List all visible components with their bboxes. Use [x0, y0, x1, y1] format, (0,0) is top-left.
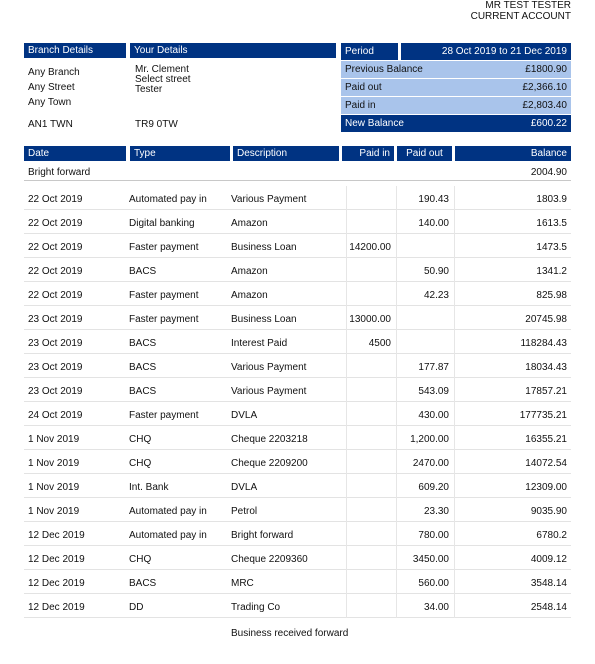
- cell-paid-out: 1,200.00: [410, 434, 449, 445]
- cell-date: 23 Oct 2019: [28, 362, 83, 373]
- cell-type: DD: [129, 602, 144, 613]
- column-divider: [396, 522, 397, 546]
- cell-description: Various Payment: [231, 386, 307, 397]
- customer-line: Tester: [135, 84, 163, 95]
- column-divider: [454, 402, 455, 426]
- cell-description: Amazon: [231, 218, 268, 229]
- cell-date: 1 Nov 2019: [28, 506, 80, 517]
- cell-paid-out: 543.09: [418, 386, 449, 397]
- column-divider: [396, 450, 397, 474]
- cell-type: BACS: [129, 338, 157, 349]
- cell-date: 23 Oct 2019: [28, 338, 83, 349]
- branch-line: Any Branch: [28, 67, 80, 78]
- transactions-list: [24, 186, 571, 618]
- cell-type: Faster payment: [129, 242, 199, 253]
- customer-line: Select street: [135, 74, 191, 85]
- brought-forward-label: Bright forward: [28, 167, 91, 178]
- cell-date: 12 Dec 2019: [28, 602, 85, 613]
- column-divider: [346, 210, 347, 234]
- cell-paid-out: 560.00: [418, 578, 449, 589]
- column-divider: [396, 282, 397, 306]
- cell-paid-out: 140.00: [418, 218, 449, 229]
- column-divider: [346, 330, 347, 354]
- column-divider: [346, 378, 347, 402]
- column-divider: [396, 594, 397, 618]
- cell-paid-out: 23.30: [423, 506, 449, 517]
- cell-balance: 1803.9: [536, 194, 567, 205]
- cell-description: Business Loan: [231, 242, 297, 253]
- cell-paid-out: 2470.00: [412, 458, 449, 469]
- summary-row-new-balance: [341, 115, 571, 132]
- column-divider: [396, 210, 397, 234]
- cell-date: 1 Nov 2019: [28, 482, 80, 493]
- column-divider: [346, 498, 347, 522]
- table-row: [24, 570, 571, 594]
- cell-balance: 825.98: [536, 290, 567, 301]
- cell-date: 1 Nov 2019: [28, 434, 80, 445]
- column-divider: [396, 426, 397, 450]
- column-divider: [396, 354, 397, 378]
- column-divider: [454, 378, 455, 402]
- cell-date: 22 Oct 2019: [28, 218, 83, 229]
- table-row: [24, 426, 571, 450]
- table-row: [24, 306, 571, 330]
- summary-label: Paid in: [345, 100, 376, 111]
- column-divider: [454, 498, 455, 522]
- cell-type: CHQ: [129, 434, 152, 445]
- col-header-type: Type: [130, 146, 230, 161]
- customer-line: Mr. Clement: [135, 64, 189, 75]
- cell-type: Faster payment: [129, 410, 199, 421]
- branch-postcode: AN1 TWN: [28, 119, 73, 130]
- column-divider: [396, 474, 397, 498]
- cell-balance: 9035.90: [530, 506, 567, 517]
- cell-balance: 177735.21: [519, 410, 567, 421]
- table-row: [24, 522, 571, 546]
- column-divider: [396, 378, 397, 402]
- cell-balance: 12309.00: [525, 482, 567, 493]
- column-divider: [454, 210, 455, 234]
- column-divider: [454, 306, 455, 330]
- summary-row-paid-out: [341, 79, 571, 96]
- table-row: [24, 330, 571, 354]
- column-divider: [346, 522, 347, 546]
- branch-details-header: Branch Details: [24, 43, 126, 58]
- column-divider: [454, 258, 455, 282]
- cell-balance: 14072.54: [525, 458, 567, 469]
- cell-paid-in: 14200.00: [349, 242, 391, 253]
- column-divider: [454, 522, 455, 546]
- cell-type: BACS: [129, 386, 157, 397]
- col-header-balance: Balance: [455, 146, 571, 161]
- summary-value: £2,366.10: [522, 82, 567, 93]
- cell-description: Interest Paid: [231, 338, 288, 349]
- cell-date: 1 Nov 2019: [28, 458, 80, 469]
- column-divider: [346, 546, 347, 570]
- cell-description: Cheque 2209200: [231, 458, 308, 469]
- cell-description: DVLA: [231, 482, 258, 493]
- column-divider: [454, 186, 455, 210]
- column-divider: [346, 594, 347, 618]
- cell-paid-out: 430.00: [418, 410, 449, 421]
- column-divider: [454, 282, 455, 306]
- column-divider: [346, 186, 347, 210]
- summary-row-paid-in: [341, 97, 571, 114]
- column-divider: [454, 234, 455, 258]
- table-row: [24, 378, 571, 402]
- table-row: [24, 594, 571, 618]
- column-divider: [346, 306, 347, 330]
- branch-line: Any Town: [28, 97, 72, 108]
- cell-date: 22 Oct 2019: [28, 266, 83, 277]
- column-divider: [346, 570, 347, 594]
- summary-value: £1800.90: [525, 64, 567, 75]
- table-row: [24, 282, 571, 306]
- column-divider: [454, 330, 455, 354]
- cell-type: Faster payment: [129, 290, 199, 301]
- column-divider: [454, 594, 455, 618]
- cell-balance: 17857.21: [525, 386, 567, 397]
- footer-carried-forward: Business received forward: [231, 628, 349, 639]
- cell-description: Amazon: [231, 290, 268, 301]
- cell-type: Automated pay in: [129, 194, 207, 205]
- account-type: CURRENT ACCOUNT: [470, 11, 571, 22]
- cell-description: Trading Co: [231, 602, 281, 613]
- period-label: Period: [341, 43, 398, 60]
- column-divider: [396, 234, 397, 258]
- new-balance-label: New Balance: [345, 118, 404, 129]
- column-divider: [346, 402, 347, 426]
- cell-type: BACS: [129, 266, 157, 277]
- table-row: [24, 354, 571, 378]
- cell-type: CHQ: [129, 458, 152, 469]
- col-header-description: Description: [233, 146, 339, 161]
- column-divider: [396, 570, 397, 594]
- column-divider: [454, 474, 455, 498]
- cell-balance: 20745.98: [525, 314, 567, 325]
- cell-paid-in: 4500: [368, 338, 391, 349]
- your-details-header: Your Details: [130, 43, 336, 58]
- cell-paid-out: 3450.00: [412, 554, 449, 565]
- column-divider: [396, 330, 397, 354]
- summary-value: £2,803.40: [522, 100, 567, 111]
- column-divider: [396, 546, 397, 570]
- cell-description: MRC: [231, 578, 254, 589]
- account-holder-name: MR TEST TESTER: [485, 0, 571, 11]
- cell-type: CHQ: [129, 554, 152, 565]
- column-divider: [454, 570, 455, 594]
- cell-date: 22 Oct 2019: [28, 290, 83, 301]
- col-header-paid-out: Paid out: [397, 146, 452, 161]
- new-balance-value: £600.22: [530, 118, 567, 129]
- column-divider: [454, 426, 455, 450]
- column-divider: [396, 258, 397, 282]
- cell-description: DVLA: [231, 410, 258, 421]
- cell-paid-in: 13000.00: [349, 314, 391, 325]
- summary-label: Paid out: [345, 82, 382, 93]
- cell-type: BACS: [129, 578, 157, 589]
- table-row: [24, 402, 571, 426]
- column-divider: [454, 546, 455, 570]
- cell-date: 23 Oct 2019: [28, 314, 83, 325]
- column-divider: [454, 450, 455, 474]
- cell-description: Bright forward: [231, 530, 294, 541]
- cell-balance: 2548.14: [530, 602, 567, 613]
- cell-balance: 16355.21: [525, 434, 567, 445]
- cell-date: 22 Oct 2019: [28, 242, 83, 253]
- brought-forward-row: [24, 163, 571, 181]
- cell-paid-out: 34.00: [423, 602, 449, 613]
- cell-paid-out: 780.00: [418, 530, 449, 541]
- branch-line: Any Street: [28, 82, 75, 93]
- col-header-paid-in: Paid in: [342, 146, 394, 161]
- cell-date: 12 Dec 2019: [28, 554, 85, 565]
- column-divider: [346, 450, 347, 474]
- cell-type: BACS: [129, 362, 157, 373]
- cell-balance: 1613.5: [536, 218, 567, 229]
- cell-type: Int. Bank: [129, 482, 169, 493]
- cell-description: Various Payment: [231, 362, 307, 373]
- cell-type: Faster payment: [129, 314, 199, 325]
- cell-balance: 1341.2: [536, 266, 567, 277]
- cell-description: Cheque 2203218: [231, 434, 308, 445]
- cell-balance: 118284.43: [520, 338, 567, 349]
- table-row: [24, 234, 571, 258]
- brought-forward-balance: 2004.90: [530, 167, 567, 178]
- cell-description: Amazon: [231, 266, 268, 277]
- column-divider: [346, 234, 347, 258]
- cell-paid-out: 190.43: [418, 194, 449, 205]
- cell-date: 23 Oct 2019: [28, 386, 83, 397]
- table-row: [24, 258, 571, 282]
- cell-description: Cheque 2209360: [231, 554, 308, 565]
- cell-description: Business Loan: [231, 314, 297, 325]
- cell-paid-out: 609.20: [418, 482, 449, 493]
- column-divider: [396, 498, 397, 522]
- account-header: [471, 0, 571, 22]
- cell-balance: 18034.43: [525, 362, 567, 373]
- summary-label: Previous Balance: [345, 64, 423, 75]
- table-row: [24, 450, 571, 474]
- cell-date: 24 Oct 2019: [28, 410, 83, 421]
- table-row: [24, 210, 571, 234]
- column-divider: [346, 426, 347, 450]
- cell-balance: 1473.5: [536, 242, 567, 253]
- cell-date: 12 Dec 2019: [28, 530, 85, 541]
- column-divider: [396, 402, 397, 426]
- cell-balance: 3548.14: [530, 578, 567, 589]
- cell-date: 12 Dec 2019: [28, 578, 85, 589]
- table-row: [24, 474, 571, 498]
- table-row: [24, 498, 571, 522]
- column-divider: [346, 282, 347, 306]
- cell-paid-out: 50.90: [423, 266, 449, 277]
- cell-date: 22 Oct 2019: [28, 194, 83, 205]
- branch-address: [28, 65, 80, 110]
- column-divider: [454, 354, 455, 378]
- column-divider: [396, 306, 397, 330]
- cell-type: Automated pay in: [129, 506, 207, 517]
- period-value: 28 Oct 2019 to 21 Dec 2019: [401, 43, 571, 60]
- column-divider: [346, 258, 347, 282]
- cell-description: Various Payment: [231, 194, 307, 205]
- table-row: [24, 546, 571, 570]
- column-divider: [346, 354, 347, 378]
- cell-balance: 4009.12: [530, 554, 567, 565]
- summary-row-previous-balance: [341, 61, 571, 78]
- customer-postcode: TR9 0TW: [135, 119, 178, 130]
- cell-type: Digital banking: [129, 218, 195, 229]
- cell-paid-out: 177.87: [418, 362, 449, 373]
- cell-paid-out: 42.23: [423, 290, 449, 301]
- cell-balance: 6780.2: [536, 530, 567, 541]
- col-header-date: Date: [24, 146, 126, 161]
- cell-description: Petrol: [231, 506, 258, 517]
- column-divider: [396, 186, 397, 210]
- customer-address: [135, 65, 191, 95]
- column-divider: [346, 474, 347, 498]
- table-row: [24, 186, 571, 210]
- cell-type: Automated pay in: [129, 530, 207, 541]
